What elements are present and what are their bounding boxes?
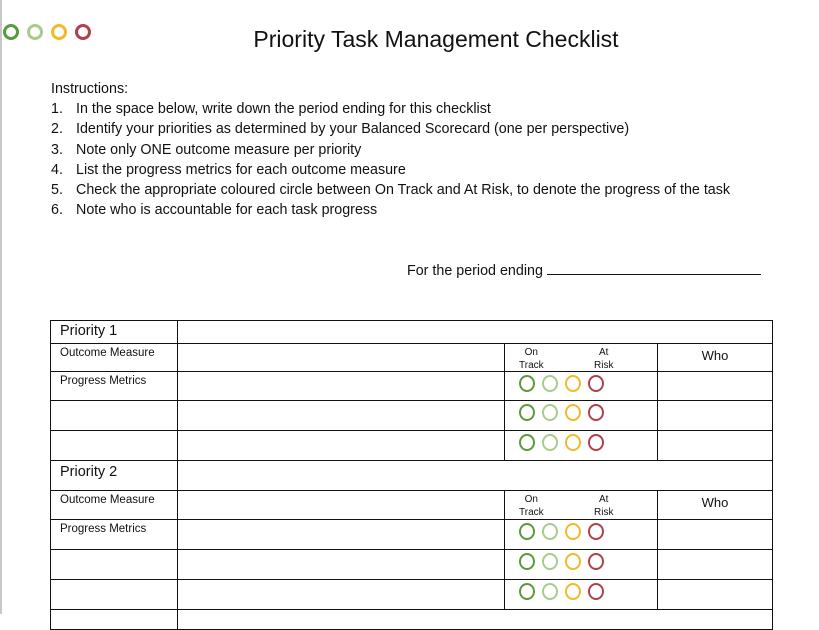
instruction-number: 2. xyxy=(51,121,63,138)
on-track-circle-icon[interactable] xyxy=(519,375,535,392)
status-circles-cell xyxy=(505,431,658,461)
metric-label-input[interactable] xyxy=(51,431,178,461)
metric-row xyxy=(51,401,773,431)
instruction-number: 3. xyxy=(51,141,63,158)
metric-input[interactable] xyxy=(178,550,505,580)
instruction-number: 4. xyxy=(51,161,63,178)
instruction-item xyxy=(51,180,730,200)
at-risk-circle-icon[interactable] xyxy=(588,404,604,421)
caution-circle-icon[interactable] xyxy=(565,583,581,600)
status-circles-cell xyxy=(505,580,658,610)
priority-input[interactable] xyxy=(178,321,773,344)
who-input[interactable] xyxy=(658,372,773,401)
metric-row xyxy=(51,520,773,550)
mostly-on-track-circle-icon[interactable] xyxy=(542,404,558,421)
outcome-measure-label: Outcome Measure xyxy=(51,491,178,520)
priority-checklist-table xyxy=(50,320,773,630)
outcome-measure-label: Outcome Measure xyxy=(51,344,178,372)
metric-label-input[interactable] xyxy=(51,401,178,431)
priority-row xyxy=(51,321,773,344)
on-track-circle-icon[interactable] xyxy=(519,553,535,570)
mostly-on-track-circle-icon[interactable] xyxy=(542,523,558,540)
metric-label-input[interactable] xyxy=(51,580,178,610)
metric-row xyxy=(51,431,773,461)
status-header xyxy=(505,491,658,520)
priority-input[interactable] xyxy=(178,610,773,630)
metric-input[interactable] xyxy=(178,372,505,401)
metric-label-input[interactable] xyxy=(51,550,178,580)
caution-circle-icon[interactable] xyxy=(565,553,581,570)
instruction-text: Note only ONE outcome measure per priority xyxy=(76,141,362,158)
at-risk-circle-icon[interactable] xyxy=(588,375,604,392)
status-circles-cell xyxy=(505,401,658,431)
priority-row xyxy=(51,461,773,491)
progress-metrics-label: Progress Metrics xyxy=(51,372,178,401)
metric-input[interactable] xyxy=(178,401,505,431)
outcome-row xyxy=(51,344,773,372)
at-risk-circle-icon[interactable] xyxy=(588,583,604,600)
priority-label: Priority 1 xyxy=(51,321,178,344)
metric-input[interactable] xyxy=(178,520,505,550)
at-risk-circle-icon[interactable] xyxy=(588,553,604,570)
instruction-text: List the progress metrics for each outcome measure xyxy=(76,161,406,178)
status-circles-cell xyxy=(505,550,658,580)
progress-metrics-label: Progress Metrics xyxy=(51,520,178,550)
who-header: Who xyxy=(658,491,773,520)
page-left-edge xyxy=(0,0,2,614)
outcome-measure-input[interactable] xyxy=(178,344,505,372)
on-track-circle-icon[interactable] xyxy=(519,404,535,421)
who-input[interactable] xyxy=(658,401,773,431)
page-title: Priority Task Management Checklist xyxy=(253,26,619,52)
instruction-number: 1. xyxy=(51,101,63,118)
caution-circle-icon[interactable] xyxy=(565,434,581,451)
instruction-item xyxy=(51,99,730,119)
priority-input[interactable] xyxy=(178,461,773,491)
who-input[interactable] xyxy=(658,580,773,610)
metric-row xyxy=(51,550,773,580)
at-risk-label: At Risk xyxy=(594,494,614,518)
who-header: Who xyxy=(658,344,773,372)
who-input[interactable] xyxy=(658,520,773,550)
priority-row xyxy=(51,610,773,630)
instructions-block xyxy=(51,79,730,220)
who-input[interactable] xyxy=(658,431,773,461)
caution-circle-icon[interactable] xyxy=(565,404,581,421)
on-track-label: On Track xyxy=(519,347,544,371)
instruction-text: Identify your priorities as determined by your Balanced Scorecard (one per perspective) xyxy=(76,121,630,138)
caution-circle-icon[interactable] xyxy=(565,523,581,540)
status-circles-cell xyxy=(505,520,658,550)
who-input[interactable] xyxy=(658,550,773,580)
on-track-circle-icon[interactable] xyxy=(519,434,535,451)
period-ending-field[interactable] xyxy=(547,260,761,275)
metric-input[interactable] xyxy=(178,580,505,610)
instruction-number: 6. xyxy=(51,202,63,219)
instructions-list xyxy=(51,99,730,220)
instruction-item xyxy=(51,119,730,139)
metric-row xyxy=(51,372,773,401)
period-ending-row xyxy=(407,260,761,279)
mostly-on-track-circle-icon[interactable] xyxy=(542,375,558,392)
instruction-text: Check the appropriate coloured circle between On Track and At Risk, to denote the progress of the task xyxy=(76,182,731,199)
on-track-label: On Track xyxy=(519,494,544,518)
on-track-circle-icon[interactable] xyxy=(519,583,535,600)
mostly-on-track-circle-icon[interactable] xyxy=(542,583,558,600)
outcome-measure-input[interactable] xyxy=(178,491,505,520)
priority-label: Priority 2 xyxy=(51,461,178,491)
metric-row xyxy=(51,580,773,610)
at-risk-circle-icon[interactable] xyxy=(588,523,604,540)
instruction-item xyxy=(51,160,730,180)
outcome-row xyxy=(51,491,773,520)
status-circles-cell xyxy=(505,372,658,401)
mostly-on-track-circle-icon[interactable] xyxy=(542,434,558,451)
priority-label xyxy=(51,610,178,630)
instruction-item xyxy=(51,200,730,220)
at-risk-label: At Risk xyxy=(594,347,614,371)
caution-circle-icon[interactable] xyxy=(565,375,581,392)
period-ending-label: For the period ending xyxy=(407,263,543,279)
metric-input[interactable] xyxy=(178,431,505,461)
instruction-text: In the space below, write down the period ending for this checklist xyxy=(76,101,491,118)
on-track-circle-icon[interactable] xyxy=(519,523,535,540)
at-risk-circle-icon[interactable] xyxy=(588,434,604,451)
instruction-number: 5. xyxy=(51,182,63,199)
mostly-on-track-circle-icon[interactable] xyxy=(542,553,558,570)
instruction-item xyxy=(51,140,730,160)
instruction-text: Note who is accountable for each task progress xyxy=(76,202,378,219)
instructions-heading: Instructions: xyxy=(51,81,129,97)
status-header xyxy=(505,344,658,372)
